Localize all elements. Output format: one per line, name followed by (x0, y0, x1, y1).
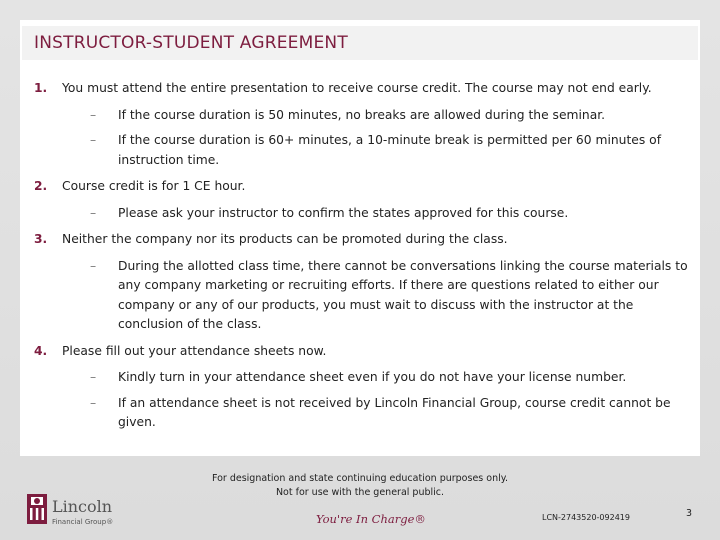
sub-item-text: If the course duration is 50 minutes, no breaks are allowed during the seminar. (118, 107, 606, 122)
logo-name: Lincoln (52, 497, 113, 516)
sub-item (90, 394, 694, 433)
dash-bullet: – (90, 133, 97, 147)
sub-item-text: During the allotted class time, there cannot be conversations linking the course materials to any company marketing or recruiting efforts. If there are questions related to either our company or any of our products, you must wait to discuss with the instructor at the conclusion of the class. (118, 258, 688, 331)
dash-bullet: – (90, 205, 97, 220)
sub-item (90, 204, 694, 224)
item-text: You must attend the entire presentation to receive course credit. The course may not end early. (62, 81, 652, 95)
list-item (34, 342, 694, 433)
agreement-list (34, 79, 694, 440)
lincoln-emblem-icon (27, 494, 47, 524)
sub-item-text: Please ask your instructor to confirm the states approved for this course. (118, 205, 569, 220)
dash-bullet: – (90, 107, 97, 122)
item-number: 3. (34, 232, 48, 246)
sub-item (90, 106, 694, 126)
item-text: Course credit is for 1 CE hour. (62, 179, 246, 193)
dash-bullet: – (90, 258, 97, 273)
list-item (34, 79, 694, 170)
tagline: You're In Charge® (316, 512, 426, 526)
item-number: 2. (34, 179, 48, 193)
item-number: 1. (34, 81, 48, 95)
list-item (34, 177, 694, 223)
sub-item (90, 368, 694, 388)
logo-subtitle: Financial Group® (52, 518, 114, 526)
item-number: 4. (34, 343, 48, 358)
footer-disclaimer (150, 472, 570, 500)
dash-bullet: – (90, 395, 97, 410)
page-number: 3 (686, 508, 693, 519)
page-title: INSTRUCTOR-STUDENT AGREEMENT (34, 33, 348, 53)
sub-item (90, 257, 694, 335)
document-code: LCN-2743520-092419 (542, 513, 630, 522)
footer-note-line: For designation and state continuing education purposes only. (211, 473, 509, 484)
list-item (34, 230, 694, 335)
sub-item-text: Kindly turn in your attendance sheet even if you do not have your license number. (118, 370, 627, 384)
item-text: Neither the company nor its products can be promoted during the class. (62, 232, 508, 246)
lincoln-logo (25, 490, 135, 530)
sub-item-text: If the course duration is 60+ minutes, a 10-minute break is permitted per 60 minutes of instruction time. (118, 133, 662, 167)
dash-bullet: – (90, 370, 97, 384)
sub-item-text: If an attendance sheet is not received by Lincoln Financial Group, course credit cannot be given. (118, 395, 671, 429)
item-text: Please fill out your attendance sheets now. (62, 343, 327, 358)
footer-note-line: Not for use with the general public. (275, 487, 445, 498)
sub-item (90, 131, 694, 170)
